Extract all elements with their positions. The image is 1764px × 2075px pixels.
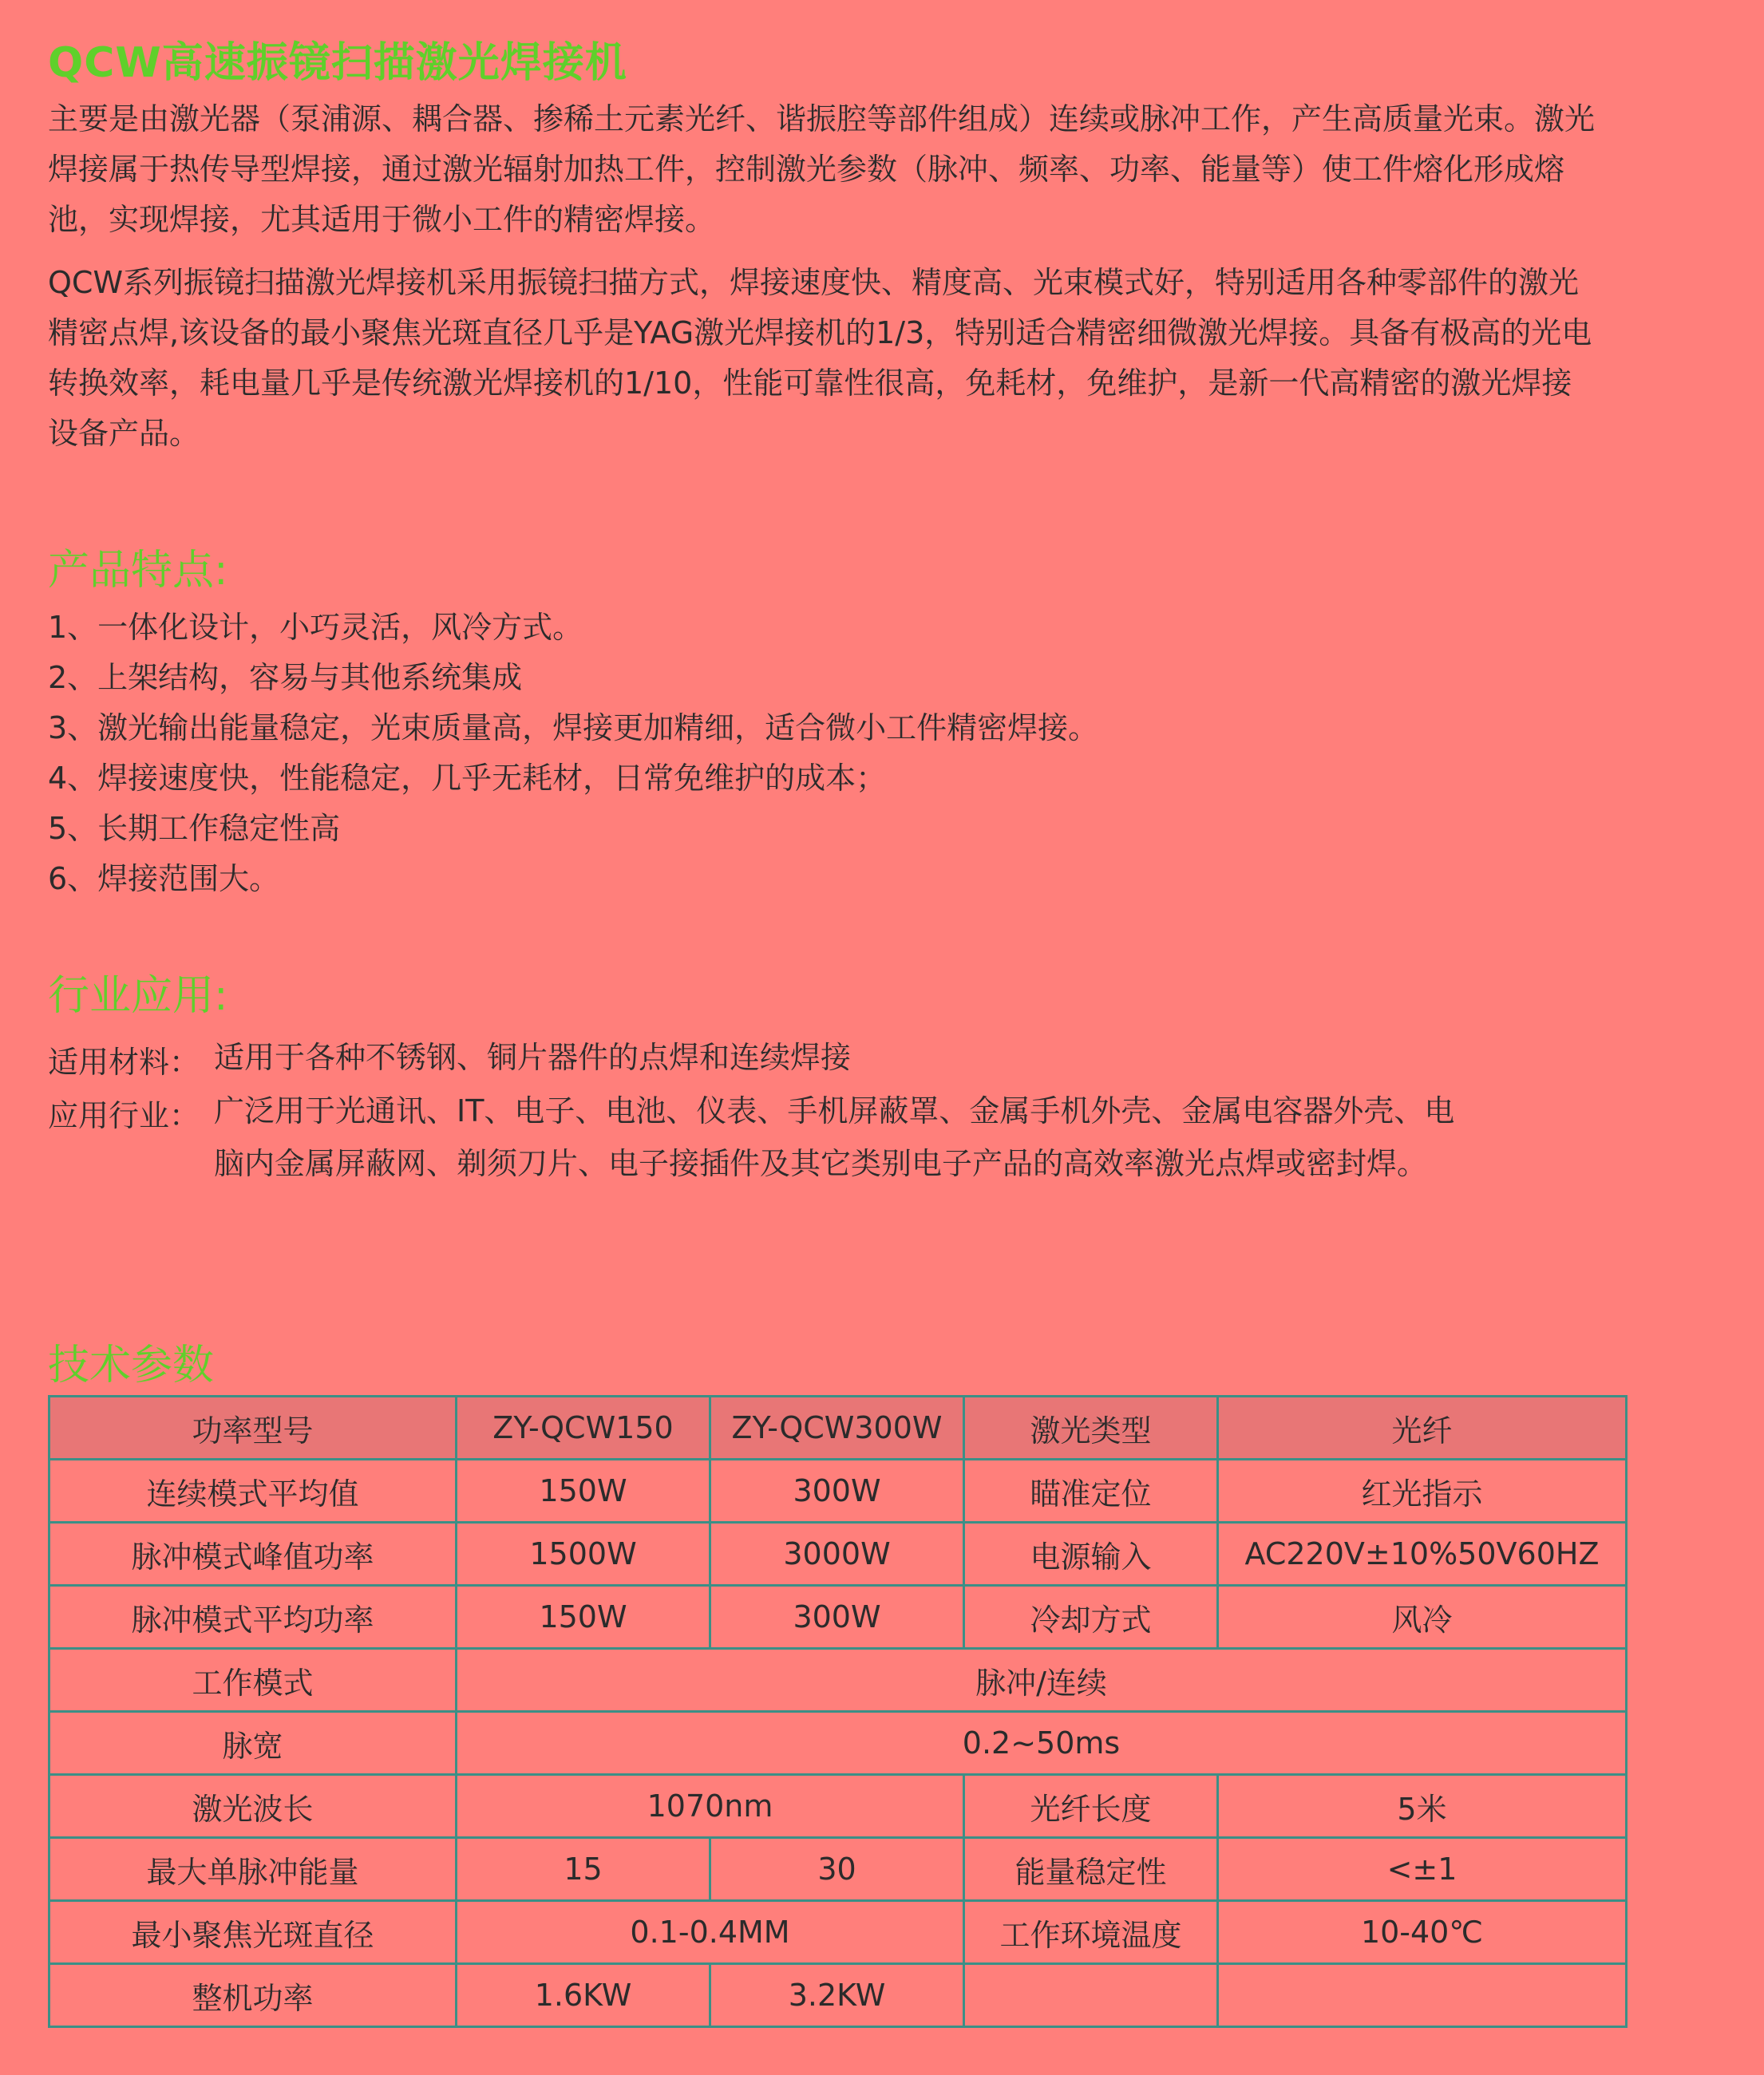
spec-cell: 10-40℃ xyxy=(1218,1901,1627,1964)
spec-cell: 冷却方式 xyxy=(964,1586,1218,1649)
intro-paragraph-1: 主要是由激光器（泵浦源、耦合器、掺稀土元素光纤、谐振腔等部件组成）连续或脉冲工作，产生高质量光束。激光焊接属于热传导型焊接，通过激光辐射加热工件，控制激光参数（脉冲、频率、功率、能量等）使工件熔化形成熔池，实现焊接，尤其适用于微小工件的精密焊接。 xyxy=(48,101,1596,237)
applications-heading: 行业应用: xyxy=(48,972,228,1020)
spec-cell: 1500W xyxy=(457,1523,710,1586)
page-title: QCW高速振镜扫描激光焊接机 xyxy=(48,39,627,87)
spec-cell: 5米 xyxy=(1218,1775,1627,1838)
spec-cell: 15 xyxy=(457,1838,710,1901)
spec-cell: <±1 xyxy=(1218,1838,1627,1901)
spec-cell: 整机功率 xyxy=(49,1964,457,2027)
spec-cell: 30 xyxy=(710,1838,964,1901)
spec-cell: ZY-QCW300W xyxy=(710,1397,964,1460)
spec-table xyxy=(48,1395,1628,2028)
spec-cell: 300W xyxy=(710,1460,964,1523)
feature-item: 5、长期工作稳定性高 xyxy=(48,811,341,846)
spec-cell: 光纤 xyxy=(1218,1397,1627,1460)
spec-cell: 1070nm xyxy=(457,1775,964,1838)
spec-cell: 0.1-0.4MM xyxy=(457,1901,964,1964)
table-row xyxy=(49,1586,1627,1649)
spec-cell: 激光类型 xyxy=(964,1397,1218,1460)
spec-cell: 脉冲模式峰值功率 xyxy=(49,1523,457,1586)
table-row xyxy=(49,1460,1627,1523)
spec-cell xyxy=(964,1964,1218,2027)
spec-cell: 3000W xyxy=(710,1523,964,1586)
spec-cell: AC220V±10%50V60HZ xyxy=(1218,1523,1627,1586)
table-row xyxy=(49,1523,1627,1586)
feature-item: 1、一体化设计，小巧灵活，风冷方式。 xyxy=(48,610,583,645)
table-row xyxy=(49,1775,1627,1838)
table-row xyxy=(49,1964,1627,2027)
spec-cell: 1.6KW xyxy=(457,1964,710,2027)
table-row xyxy=(49,1397,1627,1460)
spec-cell xyxy=(1218,1964,1627,2027)
spec-cell: 3.2KW xyxy=(710,1964,964,2027)
feature-item: 3、激光输出能量稳定，光束质量高，焊接更加精细，适合微小工件精密焊接。 xyxy=(48,710,1099,745)
spec-cell: 风冷 xyxy=(1218,1586,1627,1649)
spec-cell: 300W xyxy=(710,1586,964,1649)
spec-cell: 150W xyxy=(457,1586,710,1649)
industry-label: 应用行业： xyxy=(48,1098,200,1133)
spec-cell: 能量稳定性 xyxy=(964,1838,1218,1901)
spec-cell: 连续模式平均值 xyxy=(49,1460,457,1523)
table-row xyxy=(49,1712,1627,1775)
spec-cell: 脉冲/连续 xyxy=(457,1649,1627,1712)
spec-cell: 脉宽 xyxy=(49,1712,457,1775)
feature-item: 6、焊接范围大。 xyxy=(48,861,280,896)
intro-paragraph-2: QCW系列振镜扫描激光焊接机采用振镜扫描方式，焊接速度快、精度高、光束模式好，特别适用各种零部件的激光精密点焊,该设备的最小聚焦光斑直径几乎是YAG激光焊接机的1/3，特别适合精密细微激光焊接。具备有极高的光电转换效率，耗电量几乎是传统激光焊接机的1/10，性能可靠性很高，免耗材，免维护，是新一代高精密的激光焊接设备产品。 xyxy=(48,265,1592,451)
spec-cell: 最大单脉冲能量 xyxy=(49,1838,457,1901)
spec-cell: 电源输入 xyxy=(964,1523,1218,1586)
spec-cell: 0.2~50ms xyxy=(457,1712,1627,1775)
materials-label: 适用材料： xyxy=(48,1045,200,1080)
spec-cell: 瞄准定位 xyxy=(964,1460,1218,1523)
industry-text: 广泛用于光通讯、IT、电子、电池、仪表、手机屏蔽罩、金属手机外壳、金属电容器外壳、电脑内金属屏蔽网、剃须刀片、电子接插件及其它类别电子产品的高效率激光点焊或密封焊。 xyxy=(214,1093,1455,1181)
spec-cell: 150W xyxy=(457,1460,710,1523)
spec-cell: ZY-QCW150 xyxy=(457,1397,710,1460)
spec-cell: 工作模式 xyxy=(49,1649,457,1712)
spec-cell: 脉冲模式平均功率 xyxy=(49,1586,457,1649)
table-row xyxy=(49,1649,1627,1712)
spec-cell: 激光波长 xyxy=(49,1775,457,1838)
spec-cell: 红光指示 xyxy=(1218,1460,1627,1523)
specs-heading: 技术参数 xyxy=(48,1342,215,1389)
features-heading: 产品特点: xyxy=(48,547,228,595)
materials-text: 适用于各种不锈钢、铜片器件的点焊和连续焊接 xyxy=(214,1040,852,1075)
feature-item: 2、上架结构，容易与其他系统集成 xyxy=(48,660,523,695)
spec-cell: 功率型号 xyxy=(49,1397,457,1460)
spec-cell: 工作环境温度 xyxy=(964,1901,1218,1964)
spec-cell: 光纤长度 xyxy=(964,1775,1218,1838)
spec-cell: 最小聚焦光斑直径 xyxy=(49,1901,457,1964)
feature-item: 4、焊接速度快，性能稳定，几乎无耗材，日常免维护的成本； xyxy=(48,761,887,796)
table-row xyxy=(49,1838,1627,1901)
table-row xyxy=(49,1901,1627,1964)
